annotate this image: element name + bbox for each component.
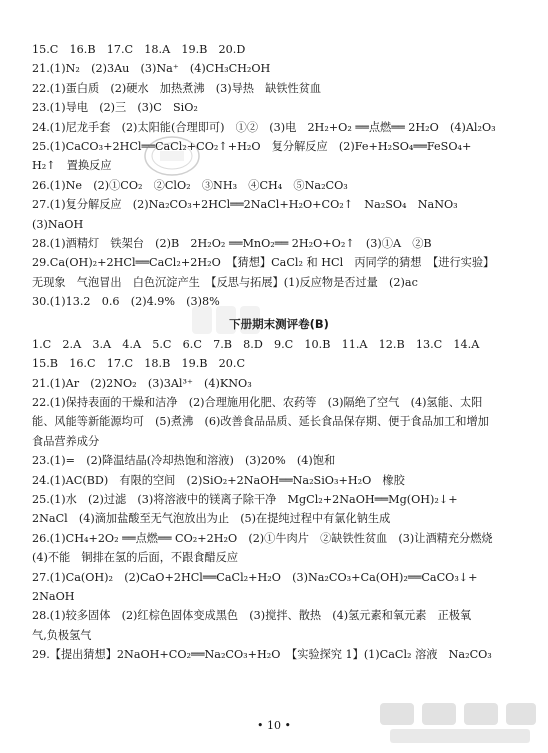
answer-line: 27.(1)复分解反应 (2)Na₂CO₃+2HCl══2NaCl+H₂O+CO₂↑ Na₂SO₄ NaNO₃: [32, 198, 458, 212]
answer-line: 2NaOH: [32, 589, 75, 603]
answer-line: 26.(1)CH₄+2O₂ ══点燃══ CO₂+2H₂O (2)①牛肉片 ②缺铁性贫血 (3)让酒精充分燃烧: [32, 531, 493, 545]
answer-line: 21.(1)N₂ (2)3Au (3)Na⁺ (4)CH₃CH₂OH: [32, 62, 271, 76]
answer-line: 气,负极氢气: [32, 628, 92, 642]
answer-line: 24.(1)AC(BD) 有限的空间 (2)SiO₂+2NaOH══Na₂SiO₃+H₂O 橡胶: [32, 473, 405, 487]
answer-line: 22.(1)蛋白质 (2)硬水 加热煮沸 (3)导热 缺铁性贫血: [32, 81, 322, 95]
answer-line: 24.(1)尼龙手套 (2)太阳能(合理即可) ①② (3)电 2H₂+O₂ ══点燃══ 2H₂O (4)Al₂O₃: [32, 120, 496, 134]
answer-line: 30.(1)13.2 0.6 (2)4.9% (3)8%: [32, 295, 220, 309]
page-number: • 10 •: [257, 719, 291, 732]
answer-line: 29.【提出猜想】2NaOH+CO₂══Na₂CO₃+H₂O 【实验探究 1】(1)CaCl₂ 溶液 Na₂CO₃: [32, 648, 492, 662]
answer-line: 无现象 气泡冒出 白色沉淀产生 【反思与拓展】(1)反应物是否过量 (2)ac: [32, 275, 418, 289]
answer-line: 15.B 16.C 17.C 18.B 19.B 20.C: [32, 357, 246, 371]
watermark-logo: [370, 701, 540, 745]
answer-line: 26.(1)Ne (2)①CO₂ ②ClO₂ ③NH₃ ④CH₄ ⑤Na₂CO₃: [32, 178, 348, 192]
answer-line: H₂↑ 置换反应: [32, 159, 112, 173]
answers-part-1: [32, 40, 526, 312]
answer-page: [32, 40, 526, 665]
answer-line: (3)NaOH: [32, 217, 84, 231]
answer-line: (4)不能 铜排在氢的后面，不跟食醋反应: [32, 551, 239, 565]
answer-line: 食品营养成分: [32, 434, 100, 448]
answer-line: 21.(1)Ar (2)2NO₂ (3)3Al³⁺ (4)KNO₃: [32, 376, 252, 390]
watermark-faint: [190, 300, 280, 340]
answer-line: 28.(1)较多固体 (2)红棕色固体变成黑色 (3)搅拌、散热 (4)氢元素和氧元素 正极氧: [32, 609, 472, 623]
answer-line: 23.(1)导电 (2)三 (3)C SiO₂: [32, 101, 198, 115]
answer-line: 2NaCl (4)滴加盐酸至无气泡放出为止 (5)在提纯过程中有氯化钠生成: [32, 512, 391, 526]
answer-line: 29.Ca(OH)₂+2HCl══CaCl₂+2H₂O 【猜想】CaCl₂ 和 HCl 丙同学的猜想 【进行实验】: [32, 256, 495, 270]
answer-line: 15.C 16.B 17.C 18.A 19.B 20.D: [32, 43, 246, 56]
answer-line: 23.(1)= (2)降温结晶(冷却热饱和溶液) (3)20% (4)饱和: [32, 454, 336, 468]
answer-line: 25.(1)水 (2)过滤 (3)将溶液中的镁离子除干净 MgCl₂+2NaOH══Mg(OH)₂↓+: [32, 492, 458, 506]
answers-part-2: [32, 335, 526, 665]
section-title: 下册期末测评卷(B): [229, 316, 329, 331]
answer-line: 27.(1)Ca(OH)₂ (2)CaO+2HCl══CaCl₂+H₂O (3)Na₂CO₃+Ca(OH)₂══CaCO₃↓+: [32, 570, 478, 584]
answer-line: 22.(1)保持表面的干燥和洁净 (2)合理施用化肥、农药等 (3)隔绝了空气 (4)氢能、太阳: [32, 395, 483, 409]
answer-line: 1.C 2.A 3.A 4.A 5.C 6.C 7.B 8.D 9.C 10.B 11.A 12.B 13.C 14.A: [32, 337, 480, 351]
answer-line: 25.(1)CaCO₃+2HCl══CaCl₂+CO₂↑+H₂O 复分解反应 (2)Fe+H₂SO₄══FeSO₄+: [32, 140, 472, 154]
answer-line: 能、风能等新能源均可 (5)煮沸 (6)改善食品品质、延长食品保存期、便于食品加工和增加: [32, 415, 489, 429]
stamp-logo: [142, 134, 202, 178]
answer-line: 28.(1)酒精灯 铁架台 (2)B 2H₂O₂ ══MnO₂══ 2H₂O+O₂↑ (3)①A ②B: [32, 237, 432, 251]
